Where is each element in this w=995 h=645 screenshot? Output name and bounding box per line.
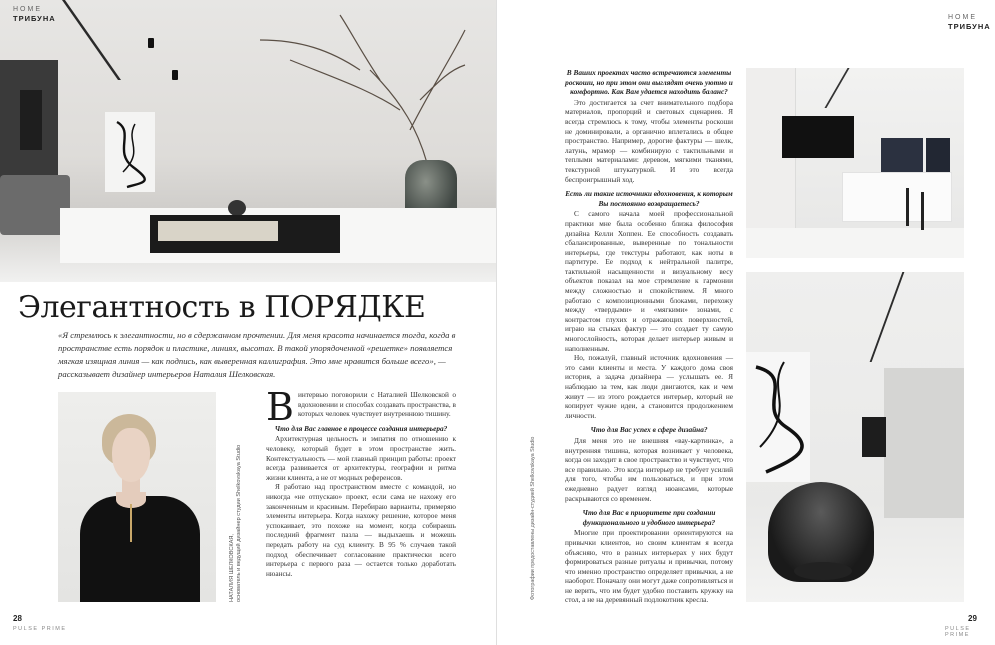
hall-dark-doorway	[862, 417, 886, 457]
kitchen-stool	[921, 192, 924, 230]
hero-spotlight	[172, 70, 178, 80]
portrait-sweater	[80, 496, 200, 602]
left-body-column	[266, 385, 456, 578]
magazine-name-left: PULSE PRIME	[13, 626, 67, 632]
hall-door	[884, 368, 964, 518]
article-intro: «Я стремлюсь к элегантности, но в сдержанном прочтении. Для меня красота начинается тогда, когда в пространстве есть порядок и пластике, линиях, высотах. В такой упорядоченной «решетке» появляется мягкая изящная линия — как подпись, как выверенная каллиграфия. Это мне нравится больше всего», — рассказывает дизайнер интерьеров Наталия Шелковская.	[58, 330, 456, 379]
interview-question: Что для Вас в приоритете при создании функционального и удобного интерьера?	[582, 508, 716, 527]
interview-answer: Для меня это не внешняя «вау-картинка», а внутренняя тишина, которая возникает у человека, когда он заходит в свое пространство и чувствует, что все правильно. Это когда интерьер не требует усилий для того, чтобы им пользоваться, и при этом ежедневно радует взгляд нюансами, которые раскрываются со временем.	[565, 435, 733, 503]
section-name: HOME	[13, 6, 42, 13]
kitchen-island	[842, 172, 952, 222]
interview-question: Есть ли такие источники вдохновения, к которым Вы постоянно возвращаетесь?	[565, 189, 733, 208]
hall-calligraphy-art	[746, 352, 810, 482]
section-name: HOME	[948, 14, 977, 21]
hall-ceiling-rail	[870, 272, 905, 362]
portrait-caption-name: НАТАЛИЯ ШЕЛКОВСКАЯ,	[229, 534, 235, 602]
interview-answer: Но, пожалуй, главный источник вдохновения — это сами клиенты и места. У каждого дома своя история, а задача дизайнера — услышать ее. Я наблюдаю за тем, как люди двигаются, как и чем живут — из этого рождается интерьер, который не копирует чужие идеи, а становится продолжением личности.	[565, 353, 733, 420]
hero-branches-decor	[250, 10, 470, 180]
interview-question: В Ваших проектах часто встречаются элементы роскоши, но при этом они выглядят очень уютно и комфортно. Как Вам удается находить баланс?	[565, 68, 733, 97]
portrait-necklace	[130, 504, 132, 542]
interview-question: Что для Вас успех в сфере дизайна?	[590, 425, 708, 435]
column-name: ТРИБУНА	[948, 22, 991, 31]
kitchen-black-panel	[782, 116, 854, 158]
interview-answer: Многие при проектировании ориентируются на привычки клиентов, но своим клиентам я всегда объясняю, что в разных интерьерах у них будут формироваться разные ритуалы и привычки, потому что именно пространство определяет привычки, а не наоборот. Поначалу они могут даже сопротивляться и не верить, что им будет удобно поставить кружку на стол, а не на деревянный подлокотник кресла.	[565, 528, 733, 605]
portrait-caption	[227, 392, 249, 602]
interview-answer: Это достигается за счет внимательного подбора материалов, пропорций и световых сценариев. Я всегда стремлюсь к тому, чтобы элементы роскоши не доминировали, а органично вплетались в общее пространство. Например, дорогие фактуры — шелк, латунь, мрамор — комбинирую с тактильными и теплыми материалами: деревом, мягкими тканями, текстурной штукатуркой. И это всегда беспроигрышный ход.	[565, 97, 733, 184]
lead-text: интервью поговорили с Наталией Шелковской о вдохновении и способах создавать пространства, в которых человек чувствует внутреннюю тишину.	[297, 390, 456, 419]
magazine-name-right: PULSE PRIME	[945, 626, 971, 638]
left-section-label	[13, 6, 56, 23]
right-section-label	[948, 14, 991, 31]
page-number-left: 28	[13, 614, 22, 623]
photo-credit-text: Фотографии предоставлены дизайн-студией Shelkovskaya Studio	[530, 436, 536, 600]
kitchen-ceiling-rail	[824, 68, 849, 108]
designer-portrait	[58, 392, 216, 602]
hero-window	[20, 90, 42, 150]
hero-tray-inset	[158, 221, 278, 241]
article-headline: Элегантность в ПОРЯДКЕ	[18, 290, 426, 325]
hero-tray	[150, 215, 340, 253]
dropcap: В	[266, 385, 294, 429]
photo-credit	[530, 380, 542, 600]
hero-spotlight	[148, 38, 154, 48]
interview-answer: Я работаю над пространством вместе с командой, но никогда «не отпускаю» проект, если сама не нахожу его законченным и красивым. Перебираю варианты, примеряю элементы интерьера. Когда нахожу решение, которое меня успокаивает, это похоже на момент, когда собираешь последний фрагмент пазла — выдыхаешь и можешь передать работу на суд клиенту. В 95 % случаев такой подход обеспечивает согласование практически всего интерьера с первого раза — остается только доработать нюансы.	[266, 482, 456, 578]
interview-answer: С самого начала моей профессиональной практики мне была особенно близка философия дизайна Келли Хоппен. Ее способность создавать сбалансированные, выверенные по тональности интерьеры, где текстуры работают, как ноты в партитуре. Ее подход к нейтральной палитре, тактильной насыщенности и визуальному весу объектов показал на мое стремление к гармонии между сложностью и спокойствием. Я много работаю с композиционными блоками, перехожу между «твердыми» и «мягкими» зонами, с контрастом глухих и отражающих поверхностей, играю на стыках фактур — это создает ту самую многослойность, которая делает интерьер живым и наполненным.	[565, 209, 733, 353]
portrait-caption-role: основатель и ведущий дизайнер студии Shelkovskaya Studio	[236, 444, 242, 602]
hero-stone	[228, 200, 246, 216]
portrait-face	[112, 428, 150, 482]
chair-photo	[746, 272, 964, 602]
interview-answer: Архитектурная цельность и эмпатия по отношению к человеку, который будет в этом пространстве жить. Контекстуальность — мой главный принцип работы: проект всегда развивается от архитектуры, географии и ритма жизни клиента, а не от модных референсов.	[266, 434, 456, 482]
hero-calligraphy-art	[105, 112, 155, 192]
kitchen-stool	[906, 188, 909, 226]
page-number-right: 29	[968, 614, 977, 623]
kitchen-floor	[746, 228, 964, 258]
hero-photo-interior	[0, 0, 497, 282]
left-page	[0, 0, 497, 645]
chair-base	[794, 562, 852, 580]
kitchen-photo	[746, 68, 964, 258]
column-name: ТРИБУНА	[13, 14, 56, 23]
hero-ceiling-rail	[62, 0, 121, 80]
right-body-column	[565, 68, 733, 605]
interview-question: Что для Вас главное в процессе создания интерьера?	[274, 423, 448, 433]
